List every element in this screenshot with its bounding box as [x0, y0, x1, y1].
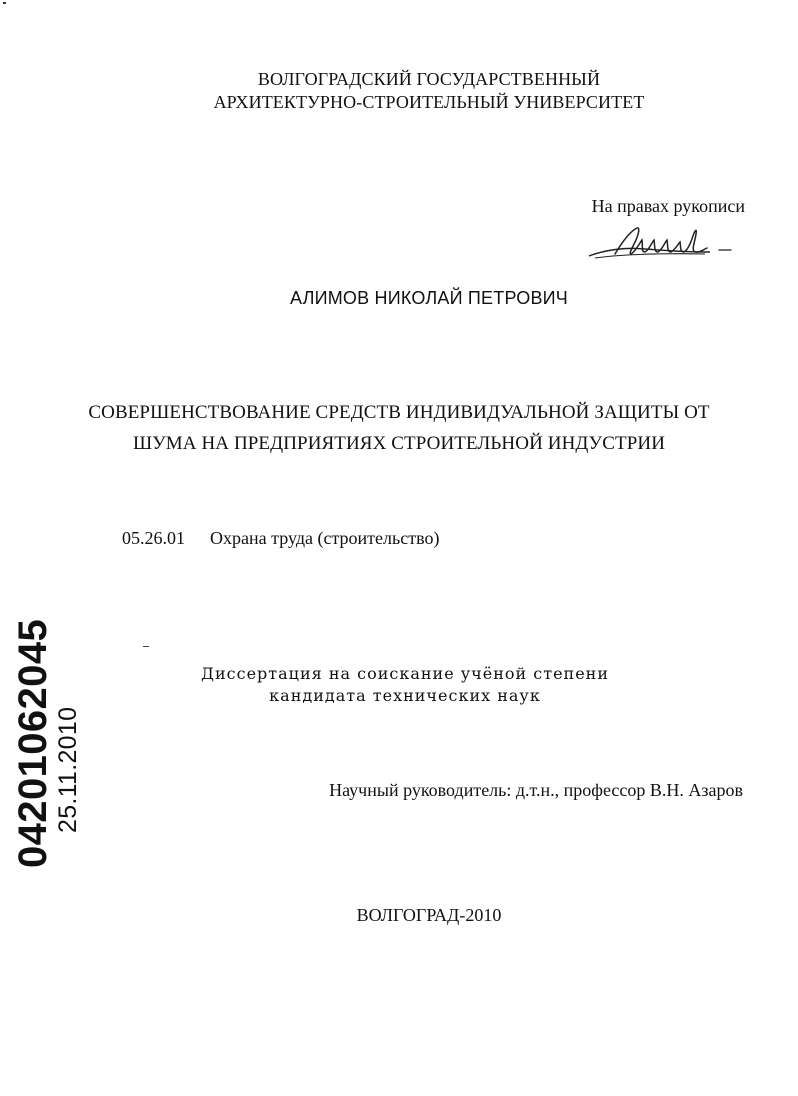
university-name-line-1: ВОЛГОГРАДСКИЙ ГОСУДАРСТВЕННЫЙ	[257, 69, 601, 89]
library-stamp-date: 25.11.2010	[54, 706, 82, 833]
university-name-line-2: АРХИТЕКТУРНО-СТРОИТЕЛЬНЫЙ УНИВЕРСИТЕТ	[213, 92, 645, 112]
scan-dash-mark	[143, 646, 149, 647]
library-stamp-number: 04201062045	[11, 618, 55, 868]
dissertation-title-line-1: СОВЕРШЕНСТВОВАНИЕ СРЕДСТВ ИНДИВИДУАЛЬНОЙ ЗАЩИТЫ ОТ	[88, 402, 710, 423]
author-name: АЛИМОВ НИКОЛАЙ ПЕТРОВИЧ	[289, 288, 569, 308]
scientific-advisor: Научный руководитель: д.т.н., профессор В.Н. Азаров	[329, 780, 743, 800]
degree-line-2: кандидата технических наук	[269, 686, 541, 705]
degree-line-1: Диссертация на соискание учёной степени	[200, 664, 609, 683]
handwritten-signature	[585, 222, 745, 270]
specialty-line	[122, 528, 439, 549]
specialty-name: Охрана труда (строительство)	[210, 528, 440, 548]
manuscript-rights-label: На правах рукописи	[591, 196, 745, 216]
specialty-code: 05.26.01	[122, 528, 185, 548]
scan-speck	[3, 2, 6, 4]
city-year: ВОЛГОГРАД-2010	[356, 905, 502, 925]
dissertation-title-line-2: ШУМА НА ПРЕДПРИЯТИЯХ СТРОИТЕЛЬНОЙ ИНДУСТРИИ	[132, 433, 666, 454]
